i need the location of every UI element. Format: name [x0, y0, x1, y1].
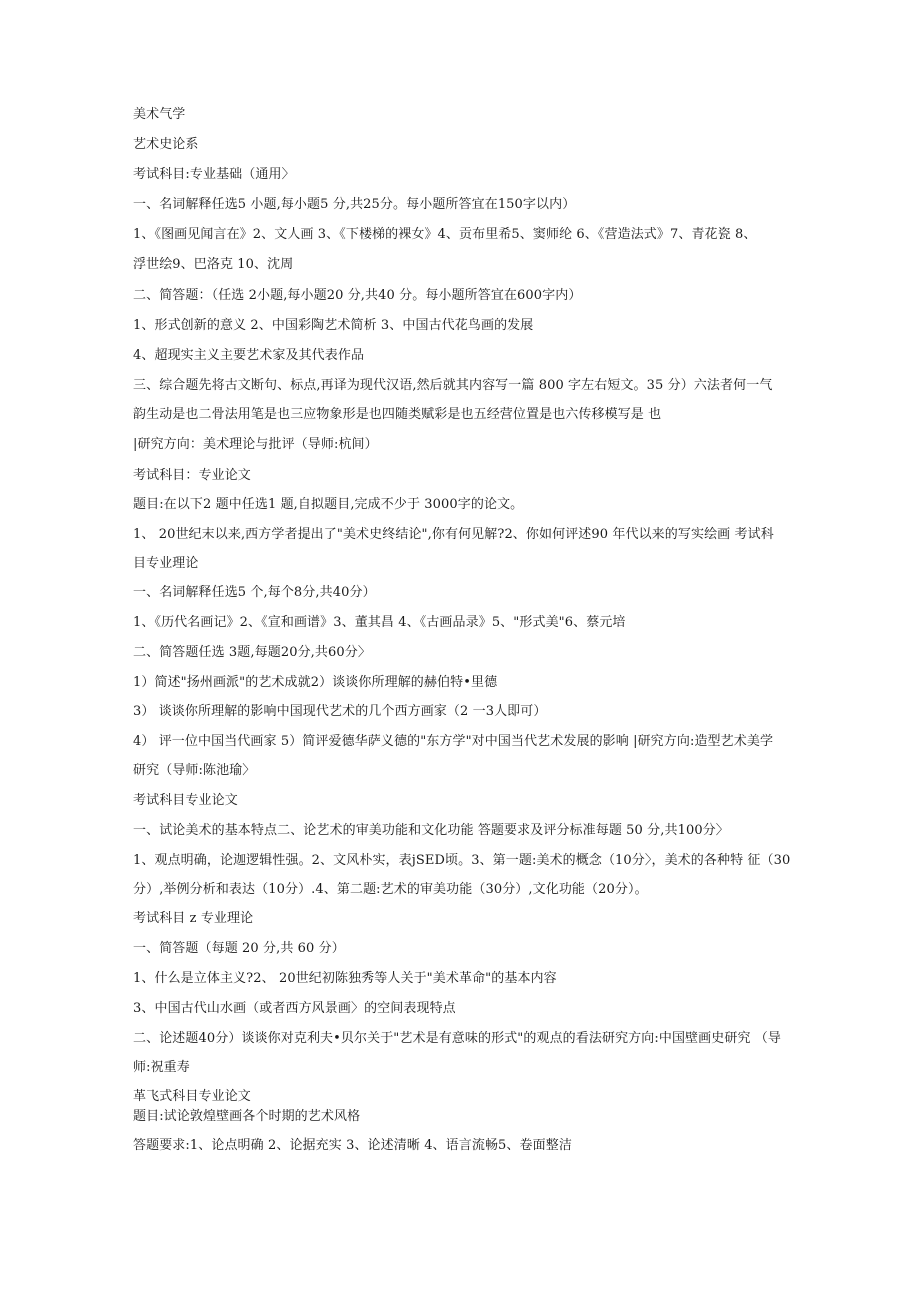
text-line: 一、试论美术的基本特点二、论艺术的审美功能和文化功能 答题要求及评分标准每题 50 分,共100分〉	[133, 823, 729, 838]
text-line: 一、名词解释任选5 小题,每小题5 分,共25分。每小题所答宜在150字以内）	[133, 197, 576, 212]
text-line: 研究（导师:陈池瑜〉	[133, 763, 256, 778]
text-line: 二、简答题：（任选 2小题,每小题20 分,共40 分。每小题所答宜在600字内）	[133, 288, 582, 303]
text-line: 考试科目:专业基础（通用〉	[133, 167, 295, 182]
text-line: 革飞式科目专业论文	[133, 1089, 251, 1104]
text-line: 考试科目 z 专业理论	[133, 911, 254, 926]
text-line: 美术气学	[133, 107, 186, 122]
text-line: 题目:试论敦煌壁画各个时期的艺术风格	[133, 1109, 361, 1124]
text-line: 分）,举例分析和表达（10分）.4、第二题:艺术的审美功能（30分）,文化功能（20分）。	[133, 882, 648, 897]
text-line: 三、综合题先将古文断句、标点,再译为现代汉语,然后就其内容写一篇 800 字左右短文。35 分）六法者何一气	[133, 378, 773, 393]
text-line: 4、超现实主义主要艺术家及其代表作品	[133, 348, 365, 363]
text-line: 1、什么是立体主义?2、 20世纪初陈独秀等人关于"美术革命"的基本内容	[133, 971, 557, 986]
text-line: 1、观点明确，论迦逻辑性强。2、文风朴实，表jSED顷。3、第一题:美术的概念（10分〉，美术的各种特 征（30	[133, 853, 791, 868]
text-line: 艺术史论系	[133, 137, 199, 152]
text-line: 一、名词解释任选5 个,每个8分,共40分）	[133, 585, 376, 600]
text-line: 题目:在以下2 题中任选1 题,自拟题目,完成不少于 3000字的论文。	[133, 497, 524, 512]
text-line: 1、形式创新的意义 2、中国彩陶艺术简析 3、中国古代花鸟画的发展	[133, 318, 534, 333]
text-line: 答题要求:1、论点明确 2、论据充实 3、论述清晰 4、语言流畅5、卷面整洁	[133, 1138, 572, 1153]
text-line: 1、 20世纪末以来,西方学者提出了"美术史终结论",你有何见解?2、你如何评述90 年代以来的写实绘画 考试科	[133, 527, 774, 542]
text-line: 3） 谈谈你所理解的影响中国现代艺术的几个西方画家（2 一3人即可）	[133, 704, 547, 719]
text-line: 1、《历代名画记》2、《宣和画谱》3、董其昌 4、《古画品录》5、"形式美"6、蔡元培	[133, 615, 626, 630]
text-line: 韵生动是也二骨法用笔是也三应物象形是也四随类赋彩是也五经营位置是也六传移模写是 也	[133, 407, 662, 422]
text-line: 师:祝重寿	[133, 1060, 190, 1075]
text-line: |研究方向：美术理论与批评（导师:杭间）	[133, 437, 378, 452]
text-line: 1）简述"扬州画派"的艺术成就2）谈谈你所理解的赫伯特•里德	[133, 675, 498, 690]
text-line: 目专业理论	[133, 556, 199, 571]
text-line: 1、《图画见闻言在》2、文人画 3、《下楼梯的裸女》4、贡布里希5、窦师纶 6、《营造法式》7、青花瓷 8、	[133, 227, 757, 242]
text-line: 考试科目：专业论文	[133, 468, 251, 483]
text-line: 一、简答题（每题 20 分,共 60 分）	[133, 941, 345, 956]
text-line: 二、论述题40分）谈谈你对克利夫•贝尔关于"艺术是有意味的形式"的观点的看法研究方向:中国壁画史研究 （导	[133, 1031, 781, 1046]
text-line: 二、简答题任选 3题,每题20分,共60分〉	[133, 645, 371, 660]
text-line: 4） 评一位中国当代画家 5）简评爱德华萨义德的"东方学"对中国当代艺术发展的影响 |研究方向:造型艺术美学	[133, 734, 774, 749]
text-line: 3、中国古代山水画（或者西方风景画〉的空间表现特点	[133, 1001, 456, 1016]
text-line: 浮世绘9、巴洛克 10、沈周	[133, 257, 294, 272]
text-line: 考试科目专业论文	[133, 793, 238, 808]
